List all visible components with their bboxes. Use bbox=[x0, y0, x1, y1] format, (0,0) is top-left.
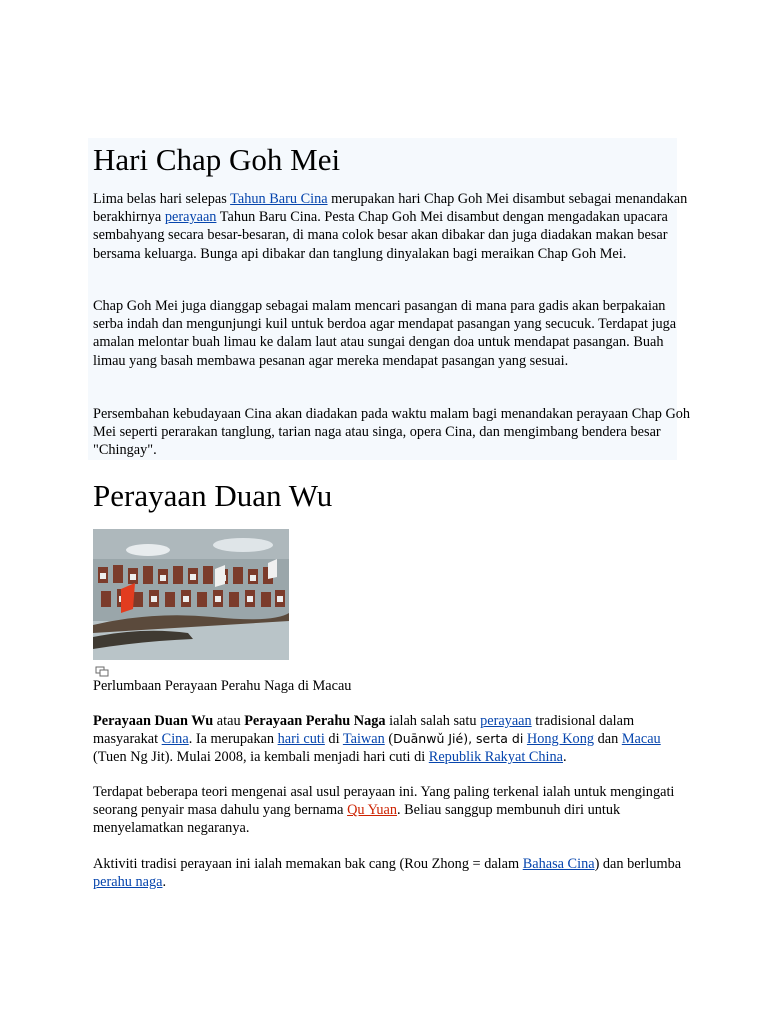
link-hari-cuti[interactable]: hari cuti bbox=[277, 731, 325, 748]
bold-term: Perayaan Perahu Naga bbox=[244, 713, 386, 729]
chap-goh-mei-paragraph-3: Persembahan kebudayaan Cina akan diadakan pada waktu malam bagi menandakan perayaan Chap Goh Mei seperti perarakan tanglung, tarian naga atau singa, opera Cina, dan mengimbang bendera besar "Chingay". bbox=[93, 406, 691, 459]
text: Aktiviti tradisi perayaan ini ialah memakan bak cang (Rou Zhong = dalam bbox=[93, 856, 523, 872]
enlarge-icon[interactable] bbox=[95, 666, 109, 677]
text: . bbox=[162, 874, 167, 891]
text: . bbox=[563, 749, 567, 766]
link-perahu-naga[interactable]: perahu naga bbox=[93, 874, 163, 891]
chap-goh-mei-paragraph-2: Chap Goh Mei juga dianggap sebagai malam mencari pasangan di mana para gadis akan berpakaian serba indah dan mengunjungi kuil untuk berdoa agar mendapat pasangan yang secucuk. Terdapat juga amalan melontar buah limau ke dalam laut atau sungai dengan doa untuk mendapat pasangan. Buah limau yang basah membawa pesanan agar mereka mendapat pasangan yang sesuai. bbox=[93, 298, 677, 369]
link-bahasa-cina[interactable]: Bahasa Cina bbox=[522, 856, 595, 872]
text: Tahun Baru Cina. Pesta Chap Goh Mei disambut dengan mengadakan upacara sembahyang secara besar-besaran, di mana colok besar akan dibakar dan juga diadakan makan besar bersama keluarga. Bunga api dibakar dan tanglung dinyalakan bagi meraikan Chap Goh Mei. bbox=[93, 209, 668, 262]
link-hong-kong[interactable]: Hong Kong bbox=[526, 731, 595, 748]
duan-wu-paragraph-2 bbox=[93, 783, 693, 838]
duan-wu-paragraph-1 bbox=[93, 712, 693, 767]
text: ( bbox=[384, 731, 394, 748]
link-macau[interactable]: Macau bbox=[621, 731, 661, 748]
text: dan bbox=[594, 731, 622, 748]
link-qu-yuan[interactable]: Qu Yuan bbox=[347, 802, 397, 819]
text: . Ia merupakan bbox=[188, 731, 278, 748]
link-republik-rakyat-china[interactable]: Republik Rakyat China bbox=[428, 749, 564, 766]
text: Terdapat beberapa teori mengenai asal usul perayaan ini. Yang paling terkenal ialah untuk mengingati seorang penyair masa dahulu yang bernama bbox=[93, 784, 675, 819]
dragon-boat-photo[interactable] bbox=[93, 529, 289, 660]
text: . Beliau sanggup membunuh diri untuk menyelamatkan negaranya. bbox=[93, 802, 621, 837]
text: ) dan berlumba bbox=[594, 856, 682, 872]
bold-term: Perayaan Duan Wu bbox=[93, 713, 214, 729]
chap-goh-mei-paragraph-1 bbox=[93, 190, 693, 263]
link-taiwan[interactable]: Taiwan bbox=[342, 731, 385, 748]
link-cina[interactable]: Cina bbox=[161, 731, 189, 748]
text: (Tuen Ng Jit). Mulai 2008, ia kembali menjadi hari cuti di bbox=[93, 749, 429, 766]
link-perayaan[interactable]: perayaan bbox=[480, 713, 532, 729]
photo-caption: Perlumbaan Perayaan Perahu Naga di Macau bbox=[93, 678, 352, 694]
link-perayaan[interactable]: perayaan bbox=[164, 209, 217, 226]
heading-perayaan-duan-wu: Perayaan Duan Wu bbox=[93, 478, 333, 513]
duan-wu-paragraph-3 bbox=[93, 855, 693, 891]
text: merupakan hari Chap Goh Mei disambut sebagai menandakan berakhirnya bbox=[93, 191, 688, 226]
text: ialah salah satu bbox=[385, 713, 481, 729]
heading-chap-goh-mei: Hari Chap Goh Mei bbox=[93, 142, 341, 177]
text: atau bbox=[213, 713, 245, 729]
pinyin-text: Duānwǔ Jié), serta di bbox=[393, 731, 524, 747]
text: Lima belas hari selepas bbox=[93, 191, 231, 207]
link-tahun-baru-cina[interactable]: Tahun Baru Cina bbox=[230, 191, 328, 207]
text: di bbox=[324, 731, 343, 748]
text: tradisional dalam masyarakat bbox=[93, 713, 635, 748]
dragon-boat-image bbox=[93, 529, 289, 660]
